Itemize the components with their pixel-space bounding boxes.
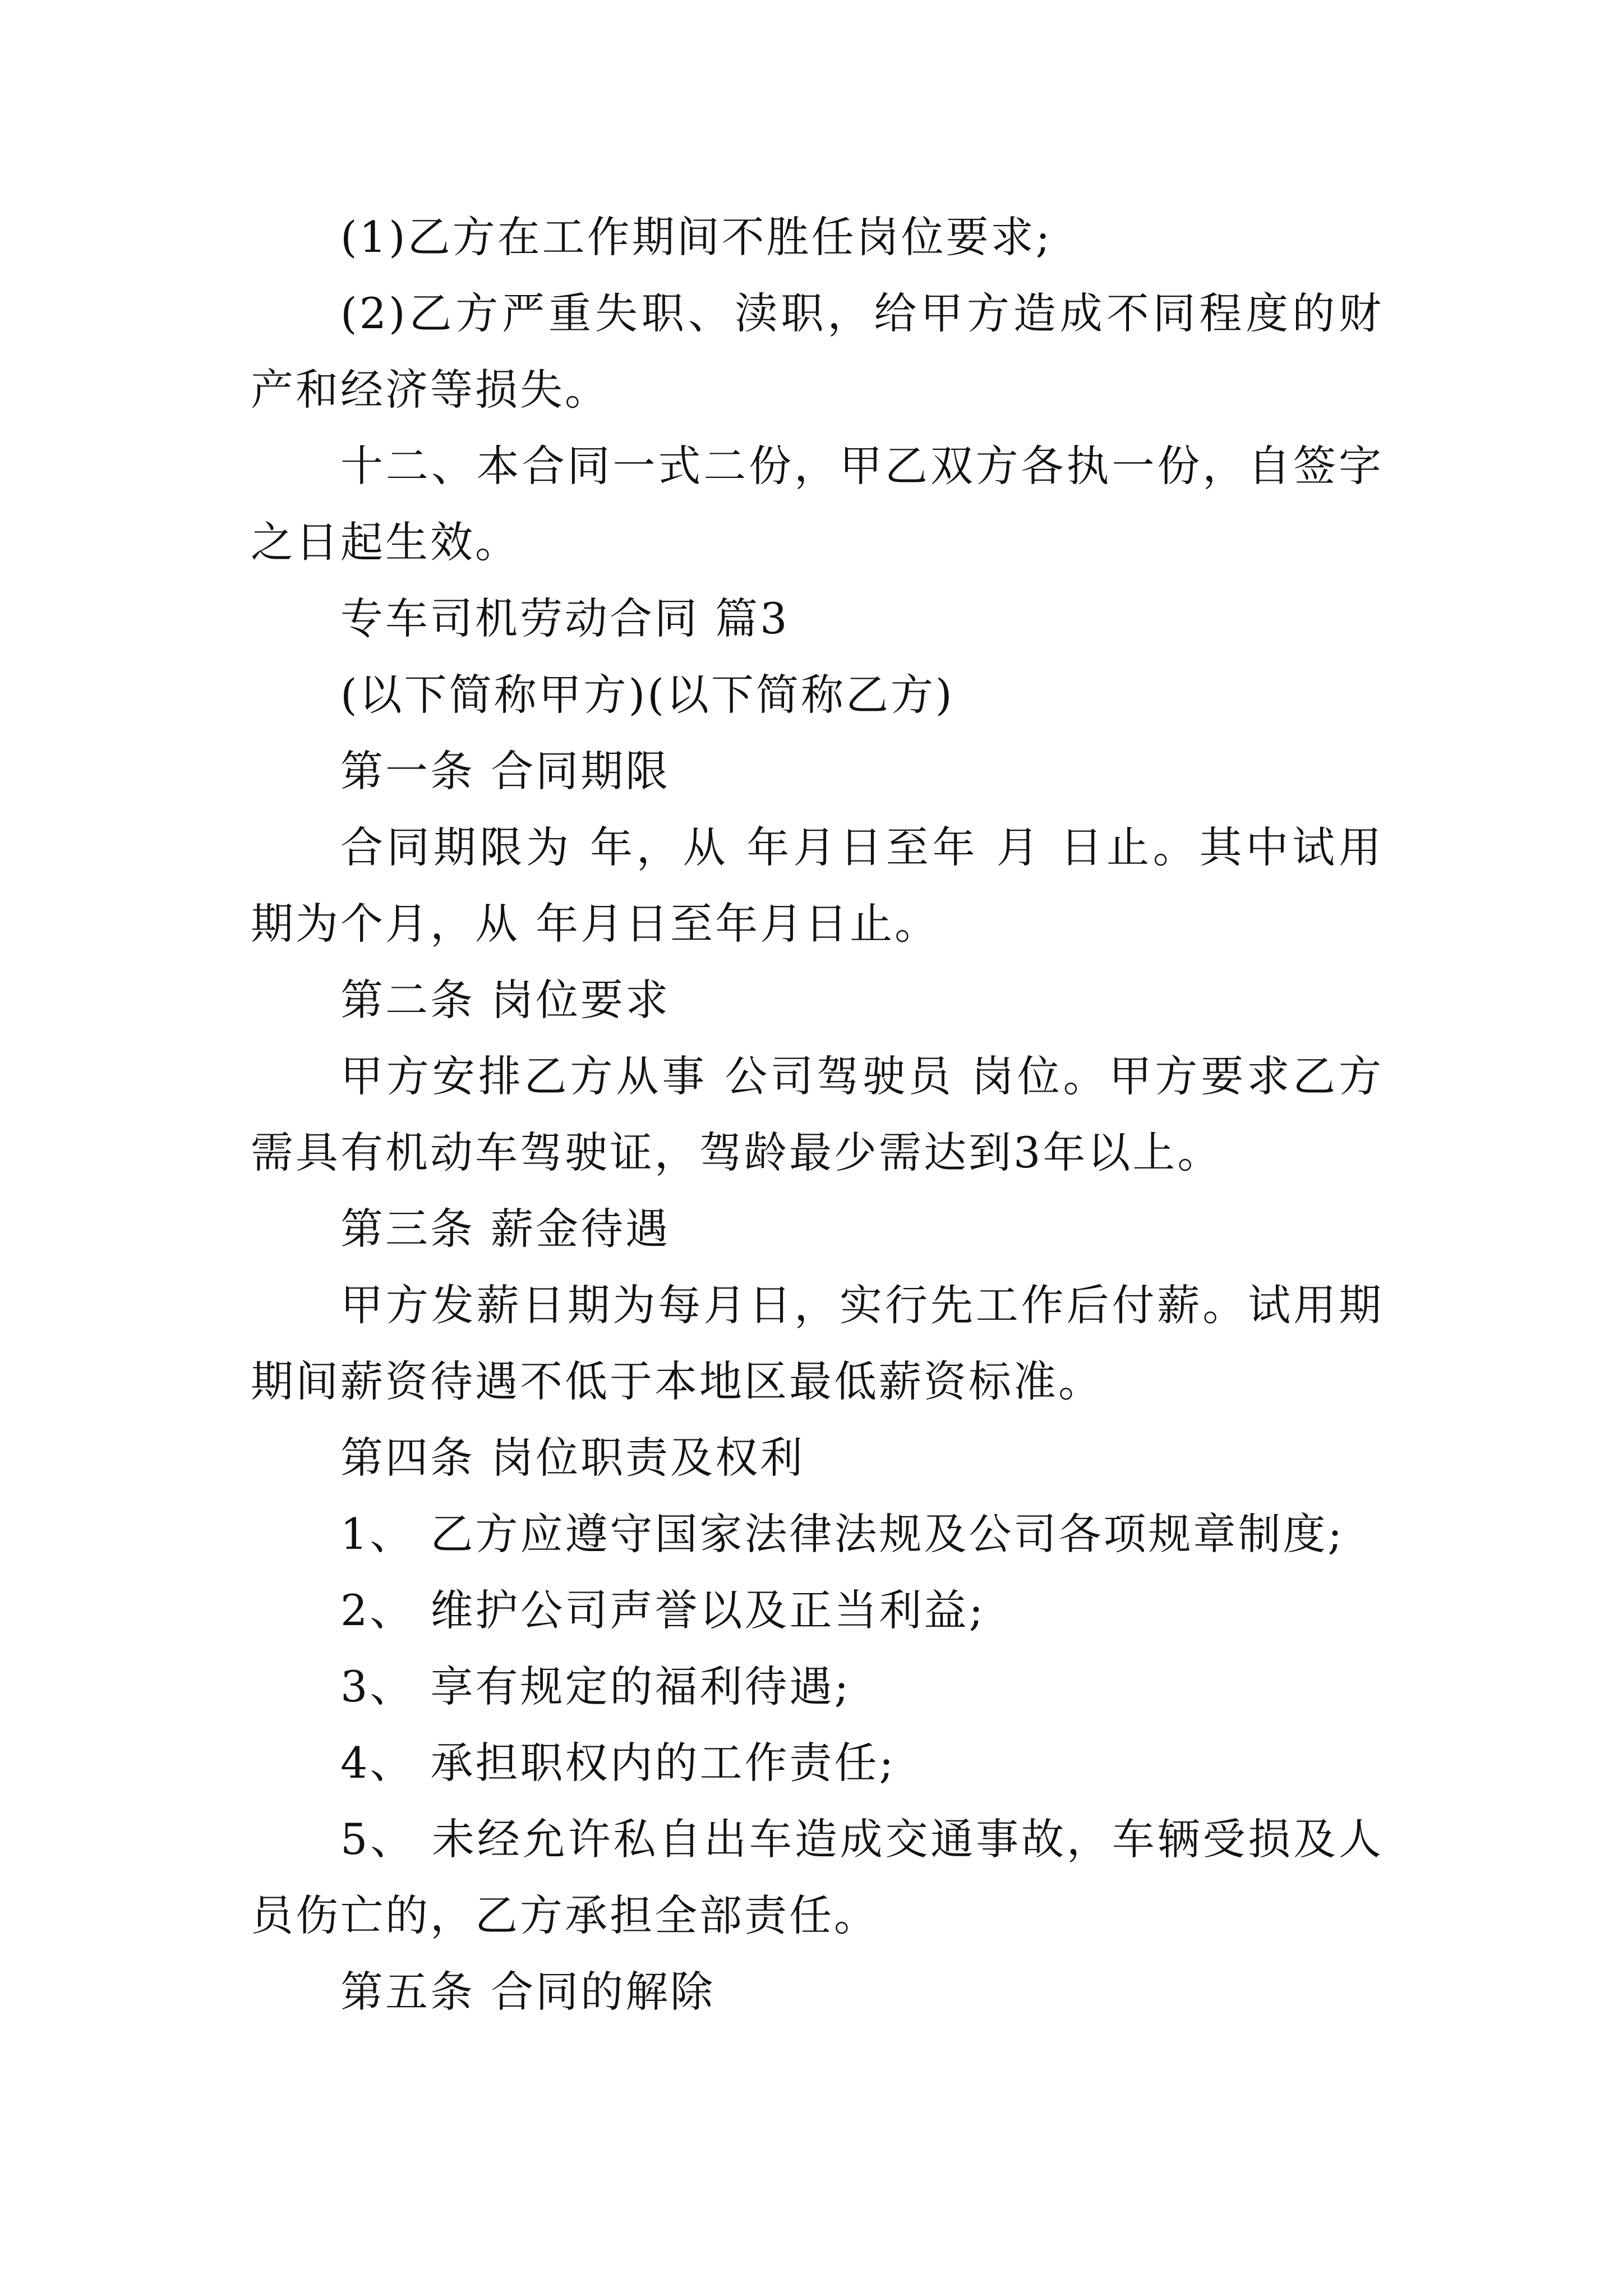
article-4-item-2: 2、 维护公司声誉以及正当利益; (340, 1585, 986, 1635)
paragraph-clause-1: (1)乙方在工作期间不胜任岗位要求; (340, 212, 1053, 262)
article-3-heading: 第三条 薪金待遇 (340, 1204, 671, 1254)
document-body (251, 199, 1384, 2030)
article-1-text: 合同期限为 年，从 年月日至年 月 日止。其中试用期为个月，从 年月日至年月日止。 (251, 822, 1384, 949)
article-3-text: 甲方发薪日期为每月日，实行先工作后付薪。试用期期间薪资待遇不低于本地区最低薪资标准。 (251, 1280, 1384, 1406)
article-1-heading: 第一条 合同期限 (340, 746, 671, 796)
article-2-text: 甲方安排乙方从事 公司驾驶员 岗位。甲方要求乙方需具有机动车驾驶证，驾龄最少需达到3年以上。 (251, 1051, 1384, 1177)
paragraph-clause-2: (2)乙方严重失职、渎职，给甲方造成不同程度的财产和经济等损失。 (251, 288, 1384, 415)
article-4-item-1: 1、 乙方应遵守国家法律法规及公司各项规章制度; (340, 1509, 1345, 1559)
paragraph-article-12: 十二、本合同一式二份，甲乙双方各执一份，自签字之日起生效。 (251, 441, 1384, 567)
article-4-item-3: 3、 享有规定的福利待遇; (340, 1662, 851, 1711)
article-4-heading: 第四条 岗位职责及权利 (340, 1433, 805, 1483)
section-title: 专车司机劳动合同 篇3 (340, 593, 790, 643)
article-4-item-4: 4、 承担职权内的工作责任; (340, 1738, 896, 1788)
article-4-item-5: 5、 未经允许私自出车造成交通事故，车辆受损及人员伤亡的，乙方承担全部责任。 (251, 1814, 1384, 1940)
article-5-heading: 第五条 合同的解除 (340, 1967, 716, 2017)
parties-line: (以下简称甲方)(以下简称乙方) (340, 670, 955, 720)
article-2-heading: 第二条 岗位要求 (340, 975, 671, 1025)
